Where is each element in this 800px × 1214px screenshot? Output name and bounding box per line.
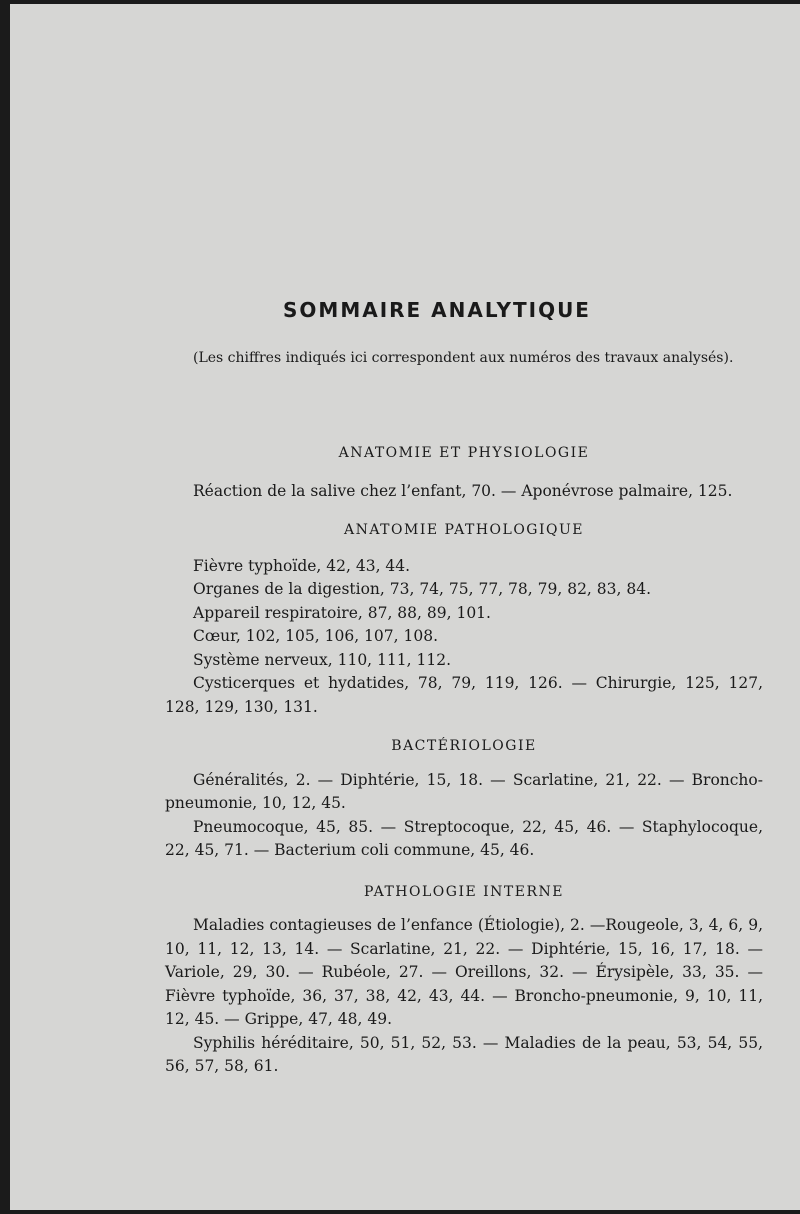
section-heading: ANATOMIE PATHOLOGIQUE <box>343 522 585 538</box>
section-paragraph: Maladies contagieuses de l’enfance (Étiologie), 2. —Rougeole, 3, 4, 6, 9, 10, 11, 12, 13, 14. — Scarlatine, 21, 22. — Diphtérie, 15, 16, 17, 18. — Variole, 29, 30. — Rubéole, 27. — Oreillons, 32. — Érysipèle, 33, 35. — Fièvre typhoïde, 36, 37, 38, 42, 43, 44. — Broncho-pneumonie, 9, 10, 11, 12, 45. — Grippe, 47, 48, 49. <box>165 916 763 1028</box>
section-paragraph: Appareil respiratoire, 87, 88, 89, 101. <box>193 603 491 622</box>
section-anatomie-pathologique <box>165 519 763 719</box>
section-heading: PATHOLOGIE INTERNE <box>363 883 564 900</box>
section-paragraph: Réaction de la salive chez l’enfant, 70. — Aponévrose palmaire, 125. <box>193 481 733 500</box>
page-title: SOMMAIRE ANALYTIQUE <box>283 298 591 322</box>
explanatory-note: (Les chiffres indiqués ici correspondent aux numéros des travaux analysés). <box>193 350 734 366</box>
section-paragraph: Cœur, 102, 105, 106, 107, 108. <box>193 627 438 645</box>
section-anatomie-physiologie <box>165 442 763 503</box>
section-paragraph: Cysticerques et hydatides, 78, 79, 119, 126. — Chirurgie, 125, 127, 128, 129, 130, 131. <box>165 674 763 716</box>
section-heading: BACTÉRIOLOGIE <box>391 738 537 754</box>
document-page <box>10 4 800 1210</box>
summary-body <box>165 442 763 1079</box>
section-paragraph: Généralités, 2. — Diphtérie, 15, 18. — Scarlatine, 21, 22. — Broncho-pneumonie, 10, 12, 45. <box>165 770 763 812</box>
section-bacteriologie <box>165 735 763 863</box>
section-paragraph: Syphilis héréditaire, 50, 51, 52, 53. — Maladies de la peau, 53, 54, 55, 56, 57, 58, 61. <box>165 1033 763 1075</box>
section-paragraph: Pneumocoque, 45, 85. — Streptocoque, 22, 45, 46. — Staphylocoque, 22, 45, 71. — Bacterium coli commune, 45, 46. <box>165 817 763 859</box>
section-paragraph: Fièvre typhoïde, 42, 43, 44. <box>193 556 411 575</box>
section-pathologie-interne <box>165 881 763 1079</box>
section-paragraph: Système nerveux, 110, 111, 112. <box>193 650 451 669</box>
section-heading: ANATOMIE ET PHYSIOLOGIE <box>338 445 590 461</box>
section-paragraph: Organes de la digestion, 73, 74, 75, 77, 78, 79, 82, 83, 84. <box>193 580 652 598</box>
